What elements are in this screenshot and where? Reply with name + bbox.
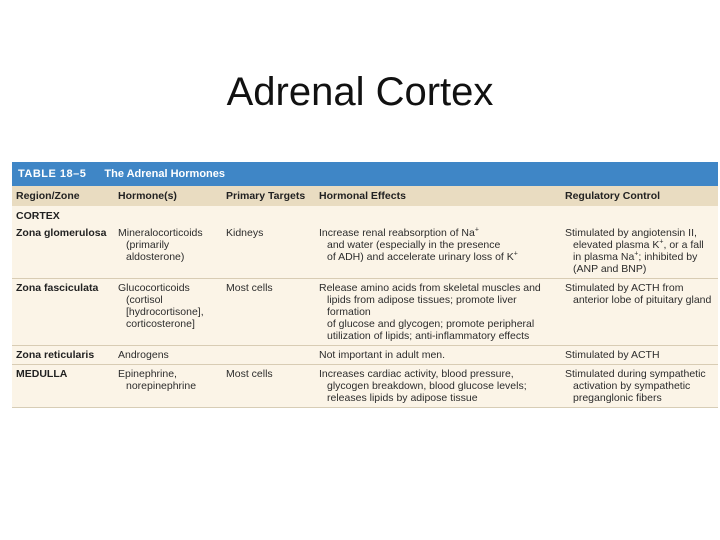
hormone-line: Androgens xyxy=(118,349,169,361)
control-line: Stimulated by ACTH from xyxy=(565,282,684,294)
effects-cell xyxy=(315,365,561,408)
hormone-line: Epinephrine, xyxy=(118,368,177,380)
control-line: activation by sympathetic xyxy=(573,380,691,392)
hormone-cell xyxy=(114,346,222,365)
targets-cell: Most cells xyxy=(222,365,315,408)
section-row-cortex xyxy=(12,206,718,224)
targets-cell xyxy=(222,346,315,365)
control-line: anterior lobe of pituitary gland xyxy=(573,294,712,306)
table-header-bar xyxy=(12,162,718,186)
control-line: elevated plasma K+, or a fall xyxy=(573,238,704,251)
hormone-cell xyxy=(114,365,222,408)
effects-line: of glucose and glycogen; promote peripheral xyxy=(327,318,535,330)
slide-title: Adrenal Cortex xyxy=(226,70,494,114)
effects-line: utilization of lipids; anti-inflammatory effects xyxy=(327,330,530,342)
effects-line: and water (especially in the presence xyxy=(327,239,501,251)
control-cell xyxy=(561,279,718,346)
targets-cell: Most cells xyxy=(222,279,315,346)
control-cell xyxy=(561,346,718,365)
region-cell: Zona fasciculata xyxy=(12,279,114,346)
hormone-cell xyxy=(114,224,222,279)
effects-line: lipids from adipose tissues; promote liver formation xyxy=(327,294,517,318)
effects-cell xyxy=(315,346,561,365)
hormone-line: aldosterone) xyxy=(126,251,185,263)
col-header-effects: Hormonal Effects xyxy=(315,186,561,206)
control-line: Stimulated by ACTH xyxy=(565,349,660,361)
hormone-line: [hydrocortisone], xyxy=(126,306,204,318)
section-label-medulla: MEDULLA xyxy=(12,365,114,408)
table-row-medulla xyxy=(12,365,718,408)
table-name: The Adrenal Hormones xyxy=(104,168,225,180)
region-cell: Zona reticularis xyxy=(12,346,114,365)
col-header-control: Regulatory Control xyxy=(561,186,718,206)
control-cell xyxy=(561,224,718,279)
control-cell xyxy=(561,365,718,408)
targets-cell: Kidneys xyxy=(226,227,264,239)
adrenal-hormones-table xyxy=(12,162,718,408)
effects-line: Increases cardiac activity, blood pressure, xyxy=(319,368,514,380)
table-row xyxy=(12,279,718,346)
hormone-line: norepinephrine xyxy=(126,380,197,392)
effects-line: of ADH) and accelerate urinary loss of K+ xyxy=(327,250,518,263)
control-line: (ANP and BNP) xyxy=(573,263,647,275)
region-cell: Zona glomerulosa xyxy=(16,227,107,239)
table-number: TABLE 18–5 xyxy=(18,168,87,180)
control-line: in plasma Na+; inhibited by xyxy=(573,250,698,263)
table-grid xyxy=(12,186,718,407)
control-line: Stimulated by angiotensin II, xyxy=(565,227,697,239)
section-label-cortex: CORTEX xyxy=(16,210,60,222)
effects-cell xyxy=(315,224,561,279)
hormone-cell xyxy=(114,279,222,346)
column-header-row xyxy=(12,186,718,206)
effects-line: glycogen breakdown, blood glucose levels; xyxy=(327,380,527,392)
hormone-line: corticosterone] xyxy=(126,318,195,330)
effects-cell xyxy=(315,279,561,346)
col-header-region: Region/Zone xyxy=(12,186,114,206)
table-row xyxy=(12,224,718,279)
control-line: preganglonic fibers xyxy=(573,392,662,404)
hormone-line: Mineralocorticoids xyxy=(118,227,203,239)
effects-line: Release amino acids from skeletal muscles and xyxy=(319,282,541,294)
effects-line: Not important in adult men. xyxy=(319,349,446,361)
col-header-hormones: Hormone(s) xyxy=(114,186,222,206)
hormone-line: (primarily xyxy=(126,239,170,251)
hormone-line: Glucocorticoids xyxy=(118,282,190,294)
hormone-line: (cortisol xyxy=(126,294,163,306)
table-row xyxy=(12,346,718,365)
control-line: Stimulated during sympathetic xyxy=(565,368,706,380)
effects-line: releases lipids by adipose tissue xyxy=(327,392,478,404)
col-header-targets: Primary Targets xyxy=(222,186,315,206)
effects-line: Increase renal reabsorption of Na+ xyxy=(319,226,479,239)
